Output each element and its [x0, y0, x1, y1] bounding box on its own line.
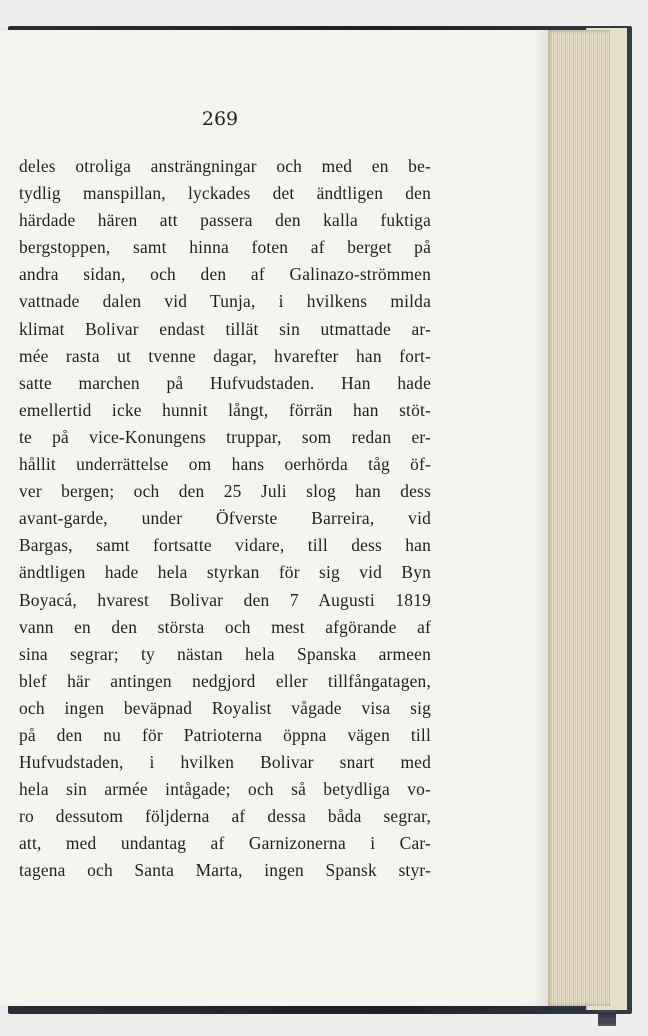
text-line: Hufvudstaden, i hvilken Bolivar snart med — [19, 752, 431, 773]
text-line: härdade hären att passera den kalla fuktiga — [19, 210, 431, 231]
text-line: Bargas, samt fortsatte vidare, till dess han — [19, 535, 431, 556]
text-line: ändtligen hade hela styrkan för sig vid Byn — [19, 562, 431, 583]
text-line: tydlig manspillan, lyckades det ändtligen den — [19, 183, 431, 204]
text-line: mée rasta ut tvenne dagar, hvarefter han fort- — [19, 345, 431, 366]
text-line: klimat Bolivar endast tillät sin utmattade ar- — [19, 318, 431, 339]
text-line: te på vice-Konungens truppar, som redan er- — [19, 426, 431, 447]
text-line: ro dessutom följderna af dessa båda segrar, — [19, 806, 431, 827]
text-line: Boyacá, hvarest Bolivar den 7 Augusti 1819 — [19, 589, 431, 610]
book-page — [0, 30, 548, 1006]
text-line: ver bergen; och den 25 Juli slog han dess — [19, 481, 431, 502]
text-line: deles otroliga ansträngningar och med en be- — [19, 156, 431, 176]
text-line: sina segrar; ty nästan hela Spanska armeen — [19, 643, 431, 664]
text-line: andra sidan, och den af Galinazo-strömmen — [19, 264, 431, 285]
text-line: bergstoppen, samt hinna foten af berget på — [19, 237, 431, 258]
page-number: 269 — [201, 108, 239, 130]
text-line: vattnade dalen vid Tunja, i hvilkens milda — [19, 291, 431, 312]
text-line: satte marchen på Hufvudstaden. Han hade — [19, 372, 431, 393]
text-line: hela sin armée intågade; och så betydliga vo- — [19, 779, 431, 800]
text-line: att, med undantag af Garnizonerna i Car- — [19, 833, 431, 854]
text-line: vann en den största och mest afgörande af — [19, 616, 431, 637]
text-line: avant-garde, under Öfverste Barreira, vid — [19, 508, 431, 529]
page-text — [19, 153, 431, 885]
text-line: och ingen beväpnad Royalist vågade visa sig — [19, 697, 431, 718]
text-line: på den nu för Patrioterna öppna vägen till — [19, 724, 431, 745]
text-line: hållit underrättelse om hans oerhörda tåg öf- — [19, 454, 431, 475]
text-line: blef här antingen nedgjord eller tillfångatagen, — [19, 670, 431, 691]
text-line: emellertid icke hunnit långt, förrän han stöt- — [19, 399, 431, 420]
text-line: tagena och Santa Marta, ingen Spansk styr- — [19, 860, 431, 881]
